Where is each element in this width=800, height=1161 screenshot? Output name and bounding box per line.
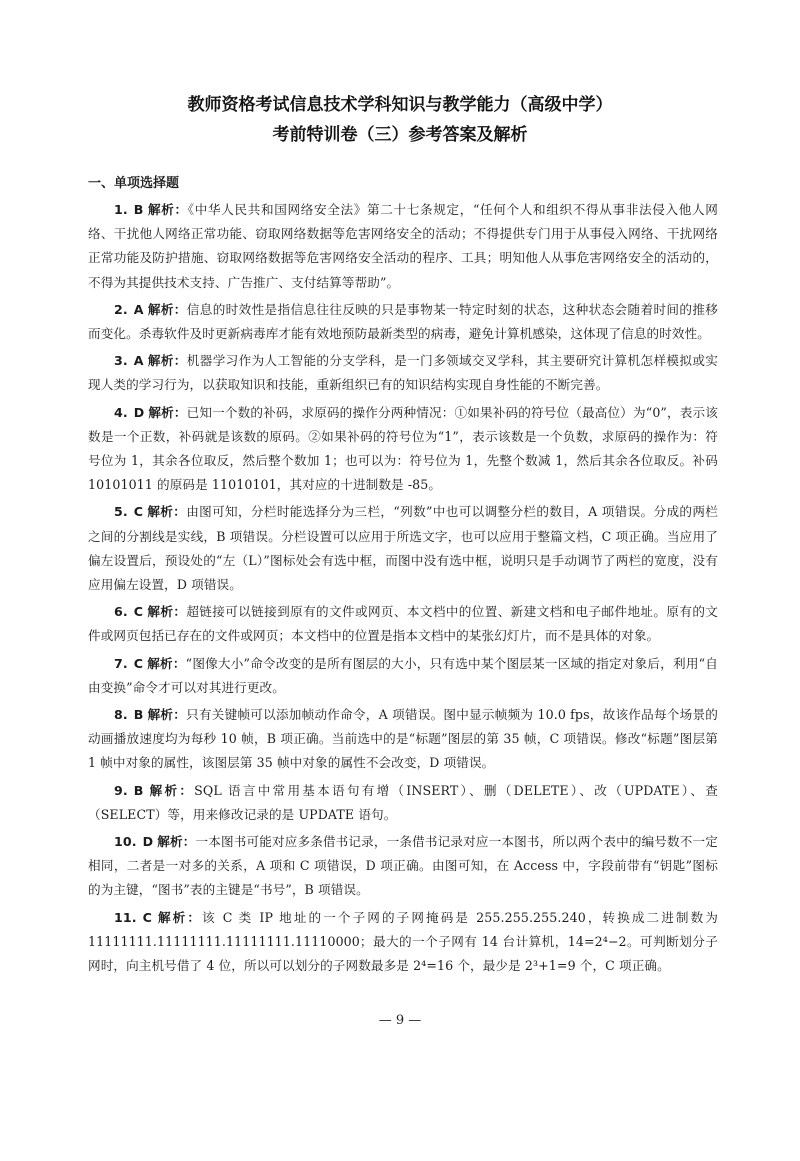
answer-choice: B [133,202,144,217]
answer-item-5 [88,500,718,597]
question-number: 4. [114,404,128,420]
question-number: 1. [114,202,128,217]
answer-item-10 [88,830,718,903]
question-number: 6. [114,604,128,620]
question-number: 7. [114,655,128,671]
question-number: 3. [114,353,128,369]
explanation-text: “图像大小”命令改变的是所有图层的大小，只有选中某个图层某一区域的指定对象后，利用“自由变换”命令才可以对其进行更改。 [88,655,718,695]
answer-choice: C [133,504,144,520]
question-number: 8. [114,707,128,723]
question-number: 5. [114,504,128,520]
explanation-label: 解析： [147,707,187,723]
document-title: 教师资格考试信息技术学科知识与教学能力（高级中学） [187,95,613,115]
explanation-label: 解析： [147,301,187,317]
explanation-label: 解析： [147,353,187,369]
document-subtitle: 考前特训卷（三）参考答案及解析 [272,125,528,145]
explanation-label: 解析： [147,655,186,671]
explanation-text: 《中华人民共和国网络安全法》第二十七条规定，“任何个人和组织不得从事非法侵入他人网络、干扰他人网络正常功能、窃取网络数据等危害网络安全的活动；不得提供专门用于从事侵入网络、干扰网络正常功能及防护措施、窃取网络数据等危害网络安全活动的程序、工具；明知他人从事危害网络安全的活动的，不得为其提供技术支持、广告推广、支付结算等帮助”。 [88,202,718,290]
explanation-text: 信息的时效性是指信息往往反映的只是事物某一特定时刻的状态，这种状态会随着时间的推移而变化。杀毒软件及时更新病毒库才能有效地预防最新类型的病毒，避免计算机感染，这体现了信息的时效性。 [88,301,718,342]
explanation-text: 已知一个数的补码，求原码的操作分两种情况：①如果补码的符号位（最高位）为“0”，表示该数是一个正数，补码就是该数的原码。②如果补码的符号位为“1”，表示该数是一个负数，求原码的操作为：符号位为 1，其余各位取反，然后整个数加 1；也可以为：符号位为 1，先整个数减 1，然后其余各位取反。补码 10101011 的原码是 11010101，其对应的十进制数是 -85。 [88,404,718,493]
explanation-label: 解析： [157,834,196,850]
explanation-text: SQL 语言中常用基本语句有增（INSERT）、删（DELETE）、改（UPDATE）、查（SELECT）等，用来修改记录的是 UPDATE 语句。 [88,782,718,822]
answer-list [88,198,718,981]
answer-item-9 [88,779,718,827]
answer-item-8 [88,703,718,776]
explanation-label: 解析： [155,909,203,925]
answer-item-3 [88,349,718,397]
answer-choice: D [133,404,145,420]
answer-item-4 [88,401,718,498]
answer-choice: A [133,353,144,369]
answer-choice: C [133,655,144,671]
answer-item-2 [88,298,718,346]
answer-item-6 [88,600,718,648]
answer-choice: C [133,604,144,620]
explanation-text: 由图可知，分栏时能选择分为三栏，“列数”中也可以调整分栏的数目，A 项错误。分成的两栏之间的分割线是实线，B 项错误。分栏设置可以应用于所选文字，也可以应用于整篇文档，C 项正确。当应用了偏左设置后，预设处的“左（L）”图标处会有选中框，而图中没有选中框，说明只是手动调节了两栏的宽度，没有应用偏左设置，D 项错误。 [88,504,718,593]
explanation-label: 解析： [148,404,187,420]
question-number: 10. [114,834,137,850]
question-number: 2. [114,301,128,317]
explanation-text: 超链接可以链接到原有的文件或网页、本文档中的位置、新建文档和电子邮件地址。原有的文件或网页包括已存在的文件或网页；本文档中的位置是指本文档中的某张幻灯片，而不是具体的对象。 [88,604,718,644]
explanation-label: 解析： [147,782,195,798]
answer-choice: C [142,909,152,925]
answer-item-7 [88,652,718,700]
answer-choice: B [133,782,144,798]
question-number: 9. [114,782,128,798]
answer-choice: D [142,834,154,850]
explanation-label: 解析： [147,604,187,620]
answer-item-1 [88,198,718,295]
explanation-text: 机器学习作为人工智能的分支学科，是一门多领域交叉学科，其主要研究计算机怎样模拟或实现人类的学习行为，以获取知识和技能，重新组织已有的知识结构实现自身性能的不断完善。 [88,353,718,393]
explanation-label: 解析： [147,504,187,520]
explanation-label: 解析： [147,202,188,217]
answer-item-11 [88,906,718,979]
answer-choice: B [133,707,144,723]
explanation-text: 该 C 类 IP 地址的一个子网的子网掩码是 255.255.255.240，转换成二进制数为 11111111.11111111.11111111.11110000；最大的一个子网有 14 台计算机，14=2⁴−2。可判断划分子网时，向主机号借了 4 位，所以可以划分的子网数最多是 2⁴=16 个，最少是 2³+1=9 个，C 项正确。 [88,909,718,974]
question-number: 11. [114,909,137,925]
explanation-text: 只有关键帧可以添加帧动作命令，A 项错误。图中显示帧频为 10.0 fps，故该作品每个场景的动画播放速度均为每秒 10 帧，B 项正确。当前选中的是“标题”图层的第 35 帧，C 项错误。修改“标题”图层第 1 帧中对象的属性，该图层第 35 帧中对象的属性不会改变，D 项错误。 [88,707,718,771]
section-heading: 一、单项选择题 [88,176,180,191]
page-number: — 9 — [378,1013,422,1028]
explanation-text: 一本图书可能对应多条借书记录，一条借书记录对应一本图书，所以两个表中的编号数不一定相同，二者是一对多的关系，A 项和 C 项错误，D 项正确。由图可知，在 Access 中，字段前带有“钥匙”图标的为主键，“图书”表的主键是“书号”，B 项错误。 [88,834,718,898]
answer-choice: A [133,301,144,317]
